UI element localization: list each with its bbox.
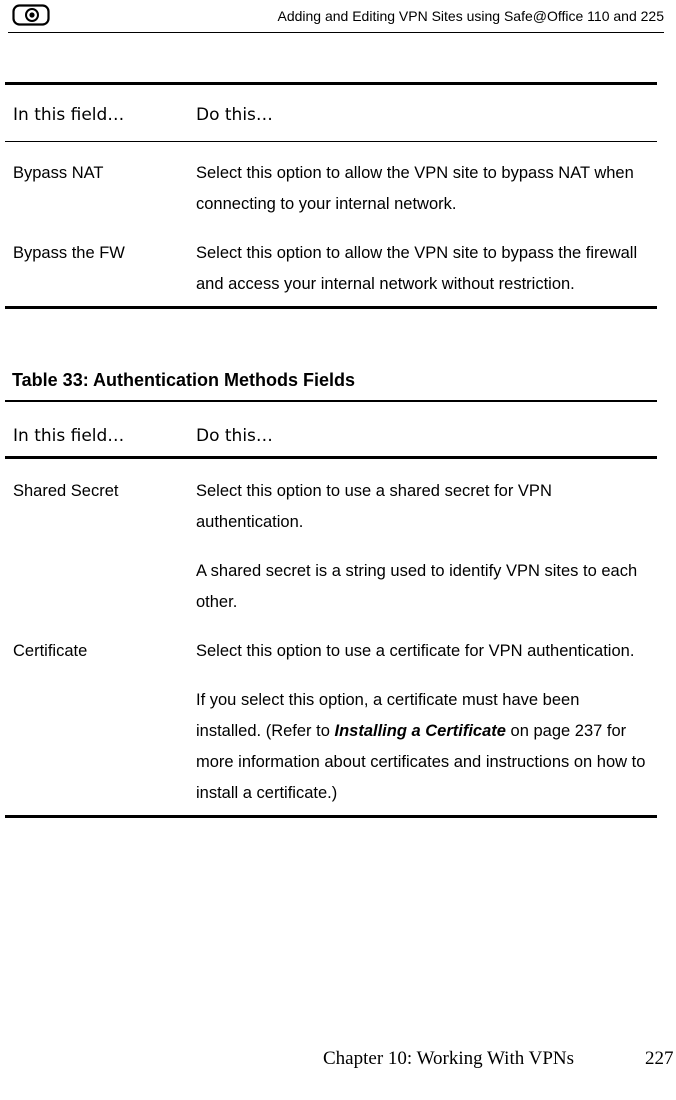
table-row — [5, 238, 657, 300]
field-name: Bypass NAT — [13, 164, 104, 182]
running-header-title: Adding and Editing VPN Sites using Safe@Office 110 and 225 — [277, 8, 664, 24]
reference-text-before: If you select this option, a certificate must have been installed. (Refer to — [196, 691, 580, 740]
description-text: Select this option to allow the VPN site to bypass NAT when connecting to your internal network. — [196, 164, 634, 213]
table-header-row — [5, 402, 657, 459]
description-text: A shared secret is a string used to identify VPN sites to each other. — [196, 562, 638, 611]
page-number: 227 — [645, 1048, 674, 1069]
column-header-field: In this field… — [13, 426, 125, 446]
column-header-action: Do this… — [196, 105, 273, 125]
column-header-action: Do this… — [196, 426, 273, 446]
field-name: Bypass the FW — [13, 244, 125, 262]
field-description — [196, 158, 646, 220]
table-row — [5, 476, 657, 618]
table-header-row — [5, 85, 657, 142]
field-name: Shared Secret — [13, 482, 119, 500]
column-header-field: In this field… — [13, 105, 125, 125]
camera-logo-icon — [12, 4, 50, 26]
table-bottom-rule — [5, 306, 657, 309]
field-description — [196, 636, 646, 809]
table-row — [5, 636, 657, 809]
table-row — [5, 158, 657, 220]
cross-reference-link[interactable]: Installing a Certificate — [334, 722, 506, 740]
page-header — [8, 4, 664, 33]
fields-table-continued — [5, 82, 657, 309]
description-text: Select this option to use a certificate for VPN authentication. — [196, 642, 635, 660]
table-bottom-rule — [5, 815, 657, 818]
field-description — [196, 476, 646, 618]
description-text: Select this option to use a shared secret for VPN authentication. — [196, 482, 552, 531]
description-text-with-reference — [196, 685, 646, 809]
field-description — [196, 238, 646, 300]
authentication-methods-table — [5, 402, 657, 818]
reference-text-after: on page 237 for more information about certificates and instructions on how to install a certificate.) — [196, 722, 646, 802]
chapter-title: Chapter 10: Working With VPNs — [323, 1048, 575, 1069]
table-caption: Table 33: Authentication Methods Fields — [12, 370, 356, 390]
description-text: Select this option to allow the VPN site to bypass the firewall and access your internal network without restriction. — [196, 244, 638, 293]
field-name: Certificate — [13, 642, 88, 660]
page-footer — [0, 1046, 676, 1076]
